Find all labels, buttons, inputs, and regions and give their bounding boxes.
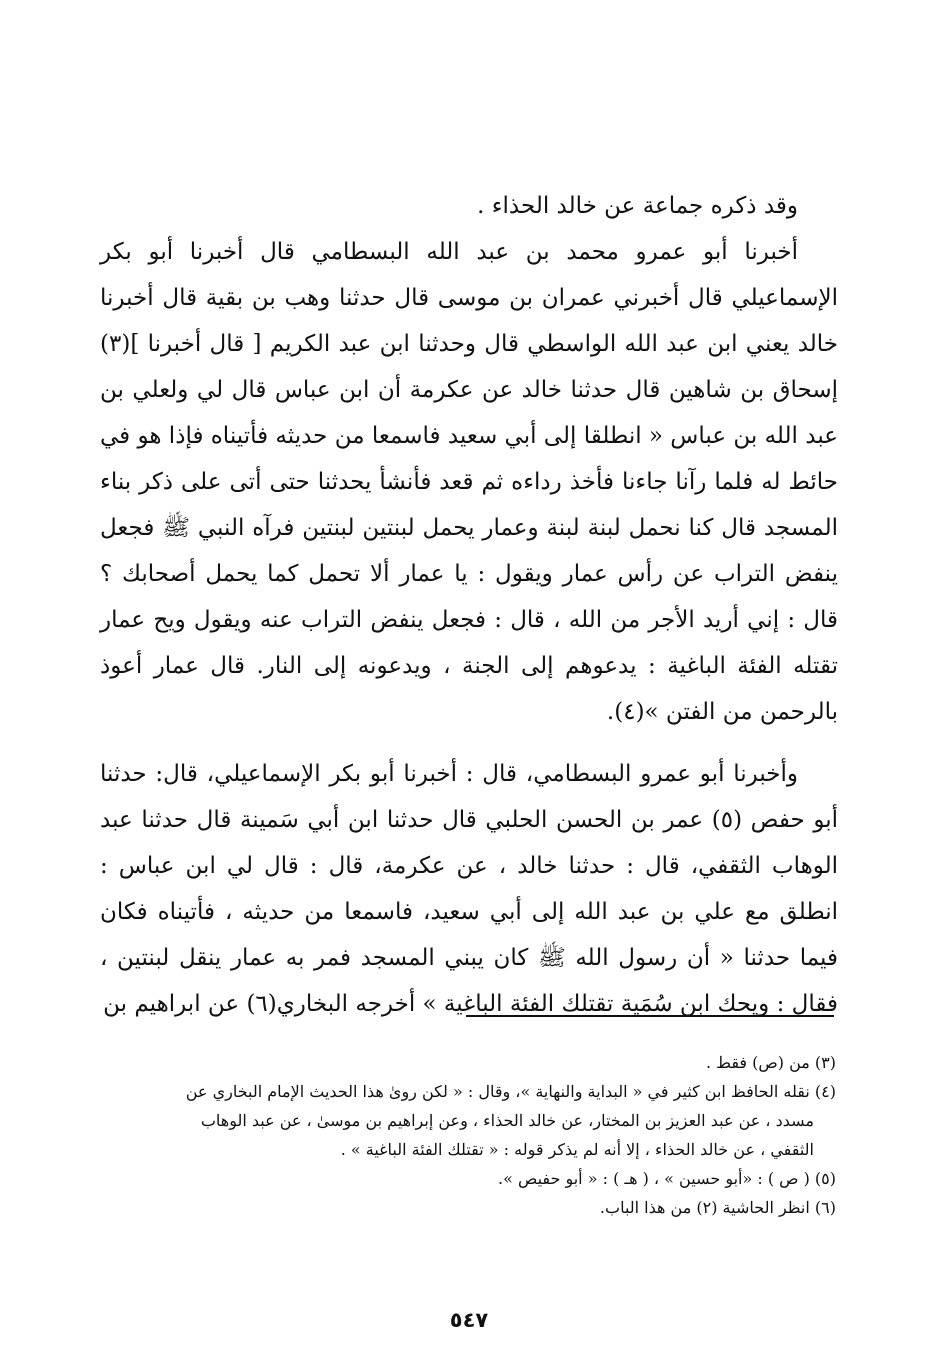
paragraph: وقد ذكره جماعة عن خالد الحذاء . — [477, 193, 798, 219]
footnote-continuation: مسدد ، عن عبد العزيز بن المختار، عن خالد الحذاء ، وعن إبراهيم بن موسىٰ ، عن عبد الوهاب — [200, 1111, 814, 1130]
page-number: ٥٤٧ — [449, 1308, 489, 1332]
footnote: (٥) ( ص ) : «أبو حسين » ، ( هـ ) : « أبو حفيص ». — [498, 1169, 836, 1188]
footnote: (٣) من (ص) فقط . — [705, 1053, 836, 1072]
paragraph: وأخبرنا أبو عمرو البسطامي، قال : أخبرنا أبو بكر الإسماعيلي، قال: حدثنا أبو حفص (٥) عمر بن الحسن الحلبي قال حدثنا ابن أبي سَمينة قال حدثنا عبد الوهاب الثقفي، قال : حدثنا خالد ، عن عكرمة، قال : قال لي ابن عباس : انطلق مع علي بن عبد الله إلى أبي سعيد، فاسمعا من حديثه ، فأتيناه فكان فيما حدثنا « أن رسول الله ﷺ كان يبني المسجد فمر به عمار ينقل لبنتين ، فقال : ويحك ابن سُمَية تقتلك الفئة الباغية » أخرجه البخاري(٦) عن ابراهيم بن — [100, 761, 838, 1017]
footnote-continuation: الثقفي ، عن خالد الحذاء ، إلا أنه لم يذكر قوله : « تقتلك الفئة الباغية » . — [340, 1140, 814, 1159]
paragraph: أخبرنا أبو عمرو محمد بن عبد الله البسطامي قال أخبرنا أبو بكر الإسماعيلي قال أخبرني عمران بن موسى قال حدثنا وهب بن بقية قال أخبرنا خالد يعني ابن عبد الله الواسطي قال وحدثنا ابن عبد الكريم [ قال أخبرنا ](٣) إسحاق بن شاهين قال حدثنا خالد عن عكرمة أن ابن عباس قال لي ولعلي بن عبد الله بن عباس « انطلقا إلى أبي سعيد فاسمعا من حديثه فأتيناه فإذا هو في حائط له فلما رآنا جاءنا فأخذ رداءه ثم قعد فأنشأ يحدثنا حتى أتى على ذكر بناء المسجد قال كنا نحمل لبنة لبنة وعمار يحمل لبنتين لبنتين فرآه النبي ﷺ فجعل ينفض التراب عن رأس عمار ويقول : يا عمار ألا تحمل كما يحمل أصحابك ؟ قال : إني أريد الأجر من الله ، قال : فجعل ينفض التراب عنه ويقول ويح عمار تقتله الفئة الباغية : يدعوهم إلى الجنة ، ويدعونه إلى النار. قال عمار أعوذ بالرحمن من الفتن »(٤). — [100, 239, 838, 725]
footnotes — [100, 1048, 836, 1222]
footnote: (٦) انظر الحاشية (٢) من هذا الباب. — [599, 1198, 836, 1217]
main-text-body — [100, 183, 838, 1027]
footnote-divider — [466, 1015, 834, 1017]
footnote: (٤) نقله الحافظ ابن كثير في « البداية والنهاية »، وقال : « لكن روىٰ هذا الحديث الإمام البخاري عن — [185, 1082, 836, 1101]
